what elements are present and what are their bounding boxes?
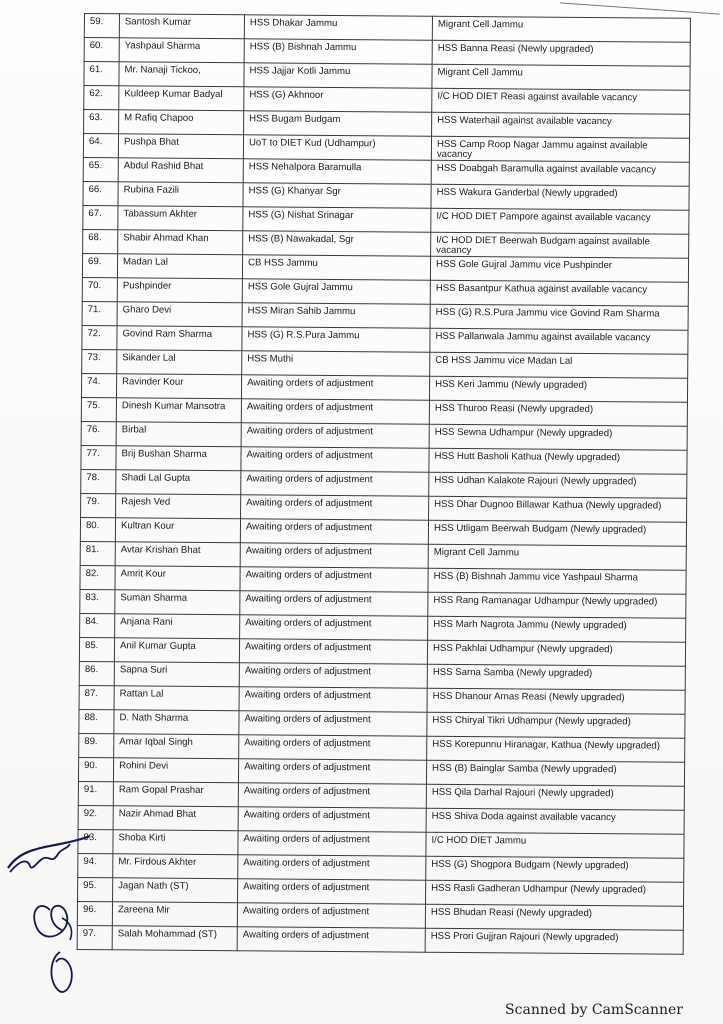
document-body <box>77 13 690 955</box>
employee-name: Amar Iqbal Singh <box>114 734 239 759</box>
employee-name: Mr. Firdous Akhter <box>113 854 238 879</box>
new-posting: HSS (G) R.S.Pura Jammu vice Govind Ram Sharma <box>430 304 688 330</box>
employee-name: M Rafiq Chapoo <box>119 110 244 135</box>
employee-name: Mr. Nanaji Tickoo, <box>119 62 244 87</box>
employee-name: Govind Ram Sharma <box>117 326 242 351</box>
new-posting: HSS Camp Roop Nagar Jammu against available vacancy <box>431 136 689 162</box>
row-number: 67. <box>83 205 118 229</box>
current-posting: Awaiting orders of adjustment <box>240 543 428 568</box>
new-posting: HSS Korepunnu Hiranagar, Kathua (Newly upgraded) <box>427 736 685 762</box>
row-number: 75. <box>81 397 116 421</box>
employee-name: Kuldeep Kumar Badyal <box>119 86 244 111</box>
employee-name: Rohini Devi <box>113 758 238 783</box>
employee-name: Pushpa Bhat <box>118 134 243 159</box>
current-posting: HSS Dhakar Jammu <box>244 15 432 40</box>
row-number: 59. <box>84 14 119 38</box>
new-posting: HSS Basantpur Kathua against available vacancy <box>430 280 688 306</box>
current-posting: Awaiting orders of adjustment <box>239 735 427 760</box>
new-posting: HSS Dhar Dugnoo Billawar Kathua (Newly upgraded) <box>429 496 687 522</box>
current-posting: HSS (B) Bishnah Jammu <box>244 39 432 64</box>
current-posting: Awaiting orders of adjustment <box>238 783 426 808</box>
employee-name: Amrit Kour <box>115 566 240 591</box>
row-number: 92. <box>78 805 113 829</box>
employee-name: Rajesh Ved <box>116 494 241 519</box>
employee-name: Tabassum Akhter <box>118 206 243 231</box>
new-posting: HSS Gole Gujral Jammu vice Pushpinder <box>430 256 688 282</box>
new-posting: HSS (G) Shogpora Budgam (Newly upgraded) <box>426 856 684 882</box>
row-number: 71. <box>82 301 117 325</box>
row-number: 60. <box>84 38 119 62</box>
new-posting: HSS Hutt Basholi Kathua (Newly upgraded) <box>429 448 687 474</box>
current-posting: Awaiting orders of adjustment <box>239 687 427 712</box>
row-number: 61. <box>84 62 119 86</box>
new-posting: HSS Keri Jammu (Newly upgraded) <box>429 376 687 402</box>
new-posting: HSS Qila Darhal Rajouri (Newly upgraded) <box>426 784 684 810</box>
employee-name: Dinesh Kumar Mansotra <box>116 398 241 423</box>
employee-name: D. Nath Sharma <box>114 710 239 735</box>
new-posting: CB HSS Jammu vice Madan Lal <box>430 352 688 378</box>
current-posting: UoT to DIET Kud (Udhampur) <box>243 135 431 160</box>
transfer-table <box>77 13 691 955</box>
new-posting: I/C HOD DIET Beerwah Budgam against available vacancy <box>431 232 689 258</box>
new-posting: HSS Banna Reasi (Newly upgraded) <box>432 40 690 66</box>
employee-name: Jagan Nath (ST) <box>113 878 238 903</box>
current-posting: Awaiting orders of adjustment <box>240 567 428 592</box>
current-posting: Awaiting orders of adjustment <box>239 639 427 664</box>
current-posting: Awaiting orders of adjustment <box>241 375 429 400</box>
row-number: 96. <box>77 901 112 925</box>
current-posting: HSS (G) Nishat Srinagar <box>243 207 431 232</box>
row-number: 76. <box>81 421 116 445</box>
employee-name: Suman Sharma <box>115 590 240 615</box>
employee-name: Sapna Suri <box>114 662 239 687</box>
row-number: 91. <box>78 781 113 805</box>
row-number: 93. <box>78 829 113 853</box>
employee-name: Nazir Ahmad Bhat <box>113 806 238 831</box>
row-number: 86. <box>79 661 114 685</box>
row-number: 66. <box>83 181 118 205</box>
new-posting: HSS Utligam Beerwah Budgam (Newly upgraded) <box>428 520 686 546</box>
row-number: 69. <box>82 253 117 277</box>
row-number: 63. <box>84 110 119 134</box>
row-number: 90. <box>78 757 113 781</box>
current-posting: Awaiting orders of adjustment <box>239 663 427 688</box>
employee-name: Shadi Lal Gupta <box>116 470 241 495</box>
new-posting: HSS Dhanour Arnas Reasi (Newly upgraded) <box>427 688 685 714</box>
new-posting: HSS Thuroo Reasi (Newly upgraded) <box>429 400 687 426</box>
row-number: 83. <box>80 589 115 613</box>
employee-name: Pushpinder <box>117 278 242 303</box>
table-row <box>77 925 683 954</box>
employee-name: Anjana Rani <box>115 614 240 639</box>
current-posting: Awaiting orders of adjustment <box>240 615 428 640</box>
current-posting: Awaiting orders of adjustment <box>238 831 426 856</box>
new-posting: HSS (B) Bainglar Samba (Newly upgraded) <box>426 760 684 786</box>
employee-name: Sikander Lal <box>117 350 242 375</box>
employee-name: Gharo Devi <box>117 302 242 327</box>
row-number: 77. <box>81 445 116 469</box>
current-posting: HSS (G) Akhnoor <box>244 87 432 112</box>
row-number: 87. <box>79 685 114 709</box>
row-number: 85. <box>79 637 114 661</box>
employee-name: Shoba Kirti <box>113 830 238 855</box>
employee-name: Kultran Kour <box>115 518 240 543</box>
current-posting: Awaiting orders of adjustment <box>239 711 427 736</box>
row-number: 62. <box>84 86 119 110</box>
row-number: 95. <box>78 877 113 901</box>
current-posting: Awaiting orders of adjustment <box>241 447 429 472</box>
employee-name: Shabir Ahmad Khan <box>118 230 243 255</box>
new-posting: Migrant Cell Jammu <box>428 544 686 570</box>
current-posting: Awaiting orders of adjustment <box>241 423 429 448</box>
row-number: 80. <box>80 517 115 541</box>
row-number: 88. <box>79 709 114 733</box>
new-posting: HSS Shiva Doda against available vacancy <box>426 808 684 834</box>
new-posting: I/C HOD DIET Jammu <box>426 832 684 858</box>
new-posting: I/C HOD DIET Reasi against available vacancy <box>432 88 690 114</box>
current-posting: Awaiting orders of adjustment <box>238 807 426 832</box>
current-posting: Awaiting orders of adjustment <box>241 471 429 496</box>
current-posting: Awaiting orders of adjustment <box>241 495 429 520</box>
new-posting: HSS Wakura Ganderbal (Newly upgraded) <box>431 184 689 210</box>
current-posting: HSS Nehalpora Baramulla <box>243 159 431 184</box>
new-posting: HSS Sewna Udhampur (Newly upgraded) <box>429 424 687 450</box>
page-edge-line <box>560 0 720 15</box>
new-posting: HSS Pallanwala Jammu against available vacancy <box>430 328 688 354</box>
row-number: 73. <box>82 349 117 373</box>
row-number: 65. <box>83 157 118 181</box>
row-number: 84. <box>80 613 115 637</box>
row-number: 78. <box>81 469 116 493</box>
employee-name: Salah Mohammad (ST) <box>112 926 237 951</box>
employee-name: Rattan Lal <box>114 686 239 711</box>
current-posting: Awaiting orders of adjustment <box>237 903 425 928</box>
current-posting: HSS Miran Sahib Jammu <box>242 303 430 328</box>
current-posting: Awaiting orders of adjustment <box>240 591 428 616</box>
current-posting: Awaiting orders of adjustment <box>240 519 428 544</box>
row-number: 97. <box>77 925 112 949</box>
employee-name: Ravinder Kour <box>116 374 241 399</box>
row-number: 81. <box>80 541 115 565</box>
row-number: 79. <box>81 493 116 517</box>
new-posting: HSS Prori Gujjran Rajouri (Newly upgraded) <box>425 928 683 954</box>
new-posting: HSS Pakhlai Udhampur (Newly upgraded) <box>427 640 685 666</box>
row-number: 68. <box>83 229 118 253</box>
employee-name: Rubina Fazili <box>118 182 243 207</box>
employee-name: Anil Kumar Gupta <box>114 638 239 663</box>
employee-name: Avtar Krishan Bhat <box>115 542 240 567</box>
current-posting: HSS (B) Nawakadal, Sgr <box>243 231 431 256</box>
new-posting: HSS Doabgah Baramulla against available vacancy <box>431 160 689 186</box>
current-posting: HSS Gole Gujral Jammu <box>242 279 430 304</box>
new-posting: HSS Sarna Samba (Newly upgraded) <box>427 664 685 690</box>
current-posting: Awaiting orders of adjustment <box>241 399 429 424</box>
footer-text: Scanned by CamScanner <box>505 1002 683 1018</box>
current-posting: Awaiting orders of adjustment <box>238 879 426 904</box>
current-posting: HSS (G) R.S.Pura Jammu <box>242 327 430 352</box>
current-posting: Awaiting orders of adjustment <box>237 927 425 952</box>
new-posting: HSS Rang Ramanagar Udhampur (Newly upgraded) <box>428 592 686 618</box>
current-posting: HSS Bugam Budgam <box>244 111 432 136</box>
new-posting: Migrant Cell Jammu <box>432 16 690 42</box>
row-number: 94. <box>78 853 113 877</box>
row-number: 74. <box>81 373 116 397</box>
row-number: 70. <box>82 277 117 301</box>
employee-name: Abdul Rashid Bhat <box>118 158 243 183</box>
new-posting: HSS (B) Bishnah Jammu vice Yashpaul Sharma <box>428 568 686 594</box>
current-posting: HSS (G) Khanyar Sgr <box>243 183 431 208</box>
new-posting: HSS Chiryal Tikri Udhampur (Newly upgraded) <box>427 712 685 738</box>
table-body <box>77 14 690 955</box>
new-posting: HSS Waterhail against available vacancy <box>432 112 690 138</box>
employee-name: Ram Gopal Prashar <box>113 782 238 807</box>
current-posting: HSS Muthi <box>242 351 430 376</box>
new-posting: I/C HOD DIET Pampore against available vacancy <box>431 208 689 234</box>
new-posting: HSS Udhan Kalakote Rajouri (Newly upgraded) <box>429 472 687 498</box>
row-number: 82. <box>80 565 115 589</box>
employee-name: Birbal <box>116 422 241 447</box>
new-posting: HSS Marh Nagrota Jammu (Newly upgraded) <box>428 616 686 642</box>
row-number: 72. <box>82 325 117 349</box>
current-posting: CB HSS Jammu <box>242 255 430 280</box>
current-posting: Awaiting orders of adjustment <box>238 759 426 784</box>
current-posting: Awaiting orders of adjustment <box>238 855 426 880</box>
employee-name: Brij Bushan Sharma <box>116 446 241 471</box>
new-posting: HSS Bhudan Reasi (Newly upgraded) <box>425 904 683 930</box>
new-posting: HSS Rasli Gadheran Udhampur (Newly upgraded) <box>426 880 684 906</box>
current-posting: HSS Jajjar Kotli Jammu <box>244 63 432 88</box>
new-posting: Migrant Cell Jammu <box>432 64 690 90</box>
row-number: 89. <box>79 733 114 757</box>
row-number: 64. <box>83 134 118 158</box>
employee-name: Zareena Mir <box>112 902 237 927</box>
employee-name: Madan Lal <box>117 254 242 279</box>
employee-name: Santosh Kumar <box>119 14 244 39</box>
employee-name: Yashpaul Sharma <box>119 38 244 63</box>
